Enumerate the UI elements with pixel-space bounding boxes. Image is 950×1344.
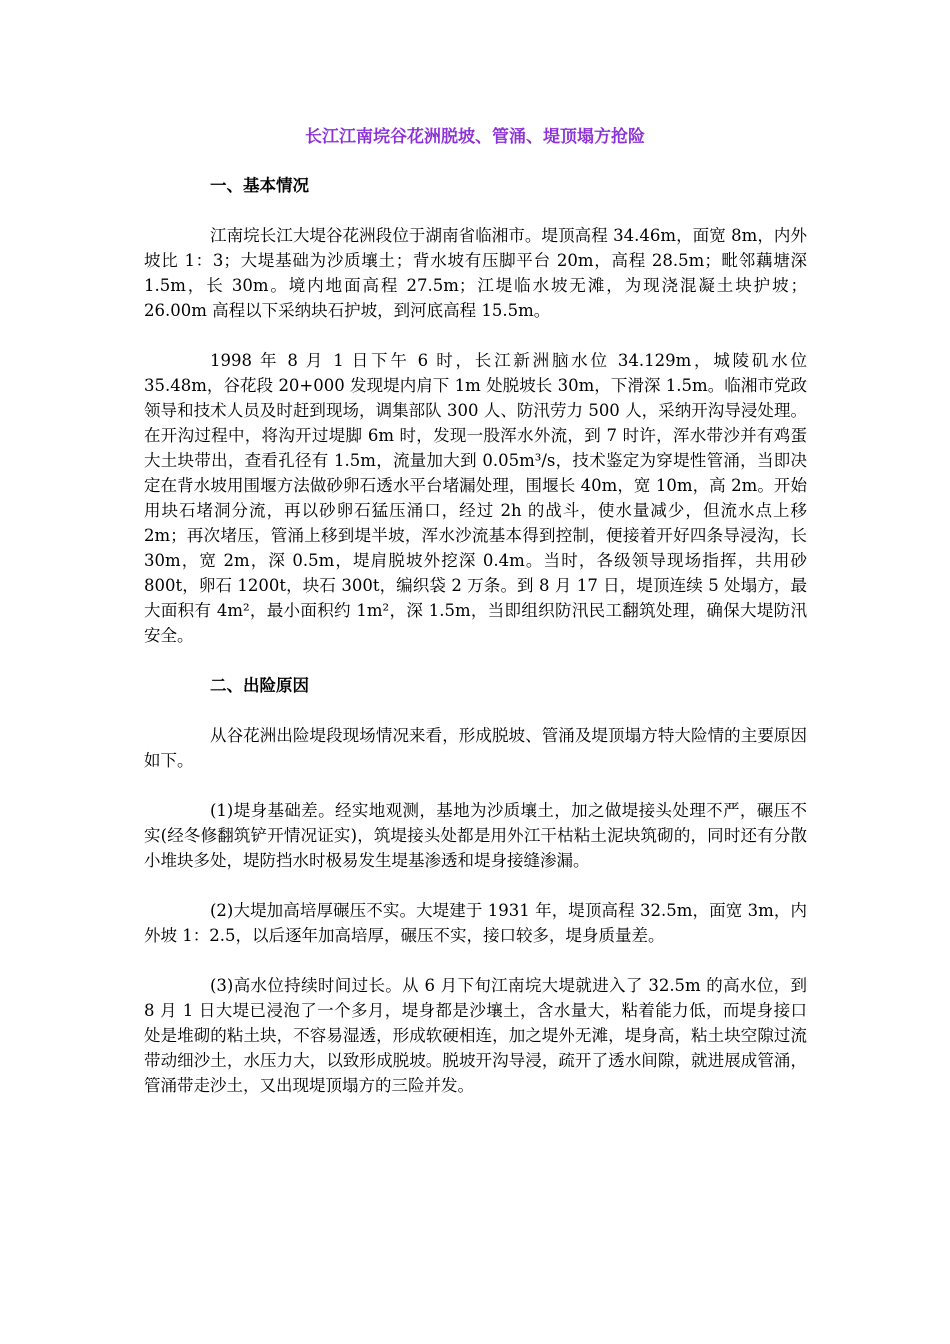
paragraph-incident-response: 1998 年 8 月 1 日下午 6 时，长江新洲脑水位 34.129m，城陵矶水位 35.48m，谷花段 20+000 发现堤内肩下 1m 处脱坡长 30m，下滑深 1.5m。临湘市党政领导和技术人员及时赶到现场，调集部队 300 人、防汛劳力 500 人，采纳开沟导浸处理。在开沟过程中，将沟开过堤脚 6m 时，发现一股浑水外流，到 7 时许，浑水带沙并有鸡蛋大土块带出，查看孔径有 1.5m，流量加大到 0.05m³/s，技术鉴定为穿堤性管涌，当即决定在背水坡用围堰方法做砂卵石透水平台堵漏处理，围堰长 40m，宽 10m，高 2m。开始用块石堵洞分流，再以砂卵石猛压涌口，经过 2h 的战斗，使水量减少，但流水点上移 2m；再次堵压，管涌上移到堤半坡，浑水沙流基本得到控制，便接着开好四条导浸沟，长 30m，宽 2m，深 0.5m，堤肩脱坡外挖深 0.4m。当时，各级领导现场指挥，共用砂 800t，卵石 1200t，块石 300t，编织袋 2 万条。到 8 月 17 日，堤顶连续 5 处塌方，最大面积有 4m²，最小面积约 1m²，深 1.5m，当即组织防汛民工翻筑处理，确保大堤防汛安全。 (144, 351, 807, 645)
document-title: 长江江南垸谷花洲脱坡、管涌、堤顶塌方抢险 (305, 127, 645, 147)
paragraph-site-description: 江南垸长江大堤谷花洲段位于湖南省临湘市。堤顶高程 34.46m，面宽 8m，内外坡比 1：3；大堤基础为沙质壤土；背水坡有压脚平台 20m，高程 28.5m；毗邻藕塘深 1.5m，长 30m。境内地面高程 27.5m；江堤临水坡无滩，为现浇混凝土块护坡；26.00m 高程以下采纳块石护坡，到河底高程 15.5m。 (144, 226, 807, 320)
paragraph-cause-2: (2)大堤加高培厚碾压不实。大堤建于 1931 年，堤顶高程 32.5m，面宽 3m，内外坡 1：2.5，以后逐年加高培厚，碾压不实，接口较多，堤身质量差。 (144, 901, 807, 945)
paragraph-cause-3: (3)高水位持续时间过长。从 6 月下旬江南垸大堤就进入了 32.5m 的高水位，到 8 月 1 日大堤已浸泡了一个多月，堤身都是沙壤土，含水量大，粘着能力低，而堤身接口处是堆砌的粘土块，不容易湿透，形成软硬相连，加之堤外无滩，堤身高，粘土块空隙过流带动细沙土，水压力大，以致形成脱坡。脱坡开沟导浸，疏开了透水间隙，就进展成管涌，管涌带走沙土，又出现堤顶塌方的三险并发。 (144, 976, 807, 1095)
document-body (144, 173, 807, 1123)
paragraph-cause-1: (1)堤身基础差。经实地观测，基地为沙质壤土，加之做堤接头处理不严，碾压不实(经冬修翻筑铲开情况证实)，筑堤接头处都是用外江干枯粘土泥块筑砌的，同时还有分散小堆块多处，堤防挡水时极易发生堤基渗透和堤身接缝渗漏。 (144, 801, 807, 870)
paragraph-causes-intro: 从谷花洲出险堤段现场情况来看，形成脱坡、管涌及堤顶塌方特大险情的主要原因如下。 (144, 726, 807, 770)
section-heading-causes: 二、出险原因 (210, 676, 309, 695)
section-heading-basic-situation: 一、基本情况 (210, 176, 309, 195)
